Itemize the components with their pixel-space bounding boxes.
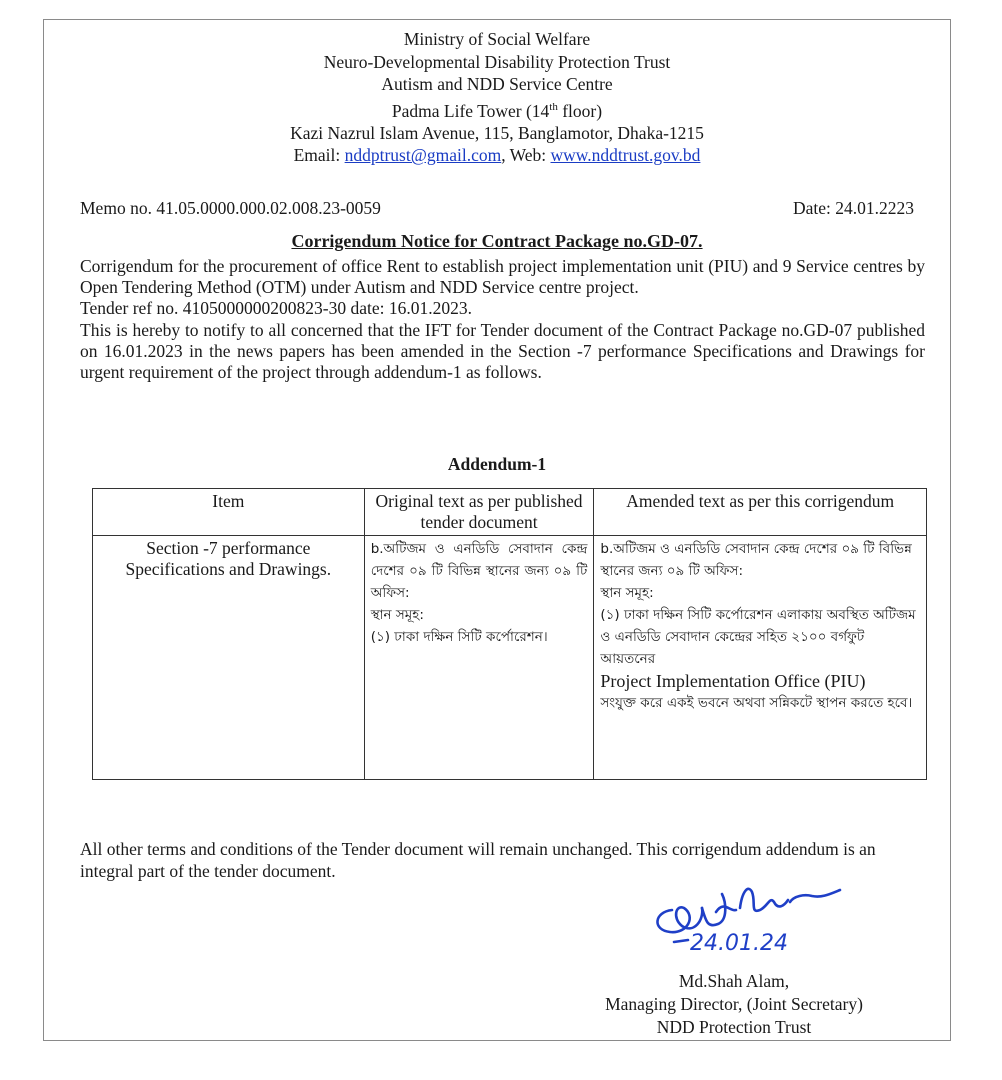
addendum-table: [92, 488, 927, 780]
signatory-block: [564, 970, 904, 1039]
cell-original: b.অটিজম ও এনডিডি সেবাদান কেন্দ্র দেশের ০৯ টি বিভিন্ন স্থানের জন্য ০৯ টি অফিস: স্থান সমূহ: (১) ঢাকা দক্ষিন সিটি কর্পোরেশন।: [364, 536, 594, 780]
header-item: Item: [93, 489, 365, 536]
header-original: Original text as per published tender document: [364, 489, 594, 536]
signature-date: 24.01.24: [690, 931, 788, 956]
signatory-name: Md.Shah Alam,: [678, 971, 790, 991]
document-page: [43, 19, 951, 1041]
cell-amended: b.অটিজম ও এনডিডি সেবাদান কেন্দ্র দেশের ০৯ টি বিভিন্ন স্থানের জন্য ০৯ টি অফিস: স্থান সমূহ: (১) ঢাকা দক্ষিন সিটি কর্পোরেশন এলাকায় অবস্থিত অটিজম ও এনডিডি সেবাদান কেন্দ্রের সহিত ২১০০ বর্গফুট আয়তনের Project Implementation Office (PIU) সংযুক্ত করে একই ভবনে অথবা সন্নিকটে স্থাপন করতে হবে।: [594, 536, 927, 780]
centre-name: Autism and NDD Service Centre: [381, 74, 613, 94]
memo-row: [80, 198, 914, 219]
body-paragraph: This is hereby to notify to all concerned that the IFT for Tender document of the Contract Package no.GD-07 published on 16.01.2023 in the news papers has been amended in the Section -7 performance Specifications and Drawings for urgent requirement of the project through addendum-1 as follows.: [80, 319, 925, 383]
signatory-organization: NDD Protection Trust: [656, 1017, 812, 1037]
email-link[interactable]: nddptrust@gmail.com: [344, 145, 502, 166]
memo-date: Date: 24.01.2223: [792, 198, 914, 218]
tender-reference: Tender ref no. 4105000000200823-30 date: 16.01.2023.: [80, 298, 472, 319]
trust-name: Neuro-Developmental Disability Protection Trust: [323, 51, 671, 72]
building-address: Padma Life Tower (14th floor): [391, 100, 603, 121]
table-row: [93, 536, 927, 780]
notice-body: [80, 256, 925, 383]
signatory-designation: Managing Director, (Joint Secretary): [605, 994, 863, 1014]
letterhead: [44, 28, 950, 167]
table-header-row: [93, 489, 927, 536]
closing-paragraph: All other terms and conditions of the Tender document will remain unchanged. This corrigendum addendum is an integral part of the tender document.: [80, 839, 876, 881]
memo-number: Memo no. 41.05.0000.000.02.008.23-0059: [80, 198, 381, 218]
cell-item: Section -7 performance Specifications and Drawings.: [93, 536, 365, 780]
notice-title: Corrigendum Notice for Contract Package no.GD-07.: [291, 231, 703, 251]
addendum-title: Addendum-1: [447, 454, 547, 474]
header-amended: Amended text as per this corrigendum: [594, 489, 927, 536]
handwritten-signature: [644, 872, 874, 972]
body-paragraph: Corrigendum for the procurement of office Rent to establish project implementation unit (PIU) and 9 Service centres by Open Tendering Method (OTM) under Autism and NDD Service centre project.: [80, 256, 925, 298]
contact-line: Email: nddptrust@gmail.com, Web: www.nddtrust.gov.bd: [293, 145, 701, 166]
ministry-name: Ministry of Social Welfare: [403, 29, 591, 49]
street-address: Kazi Nazrul Islam Avenue, 115, Banglamotor, Dhaka-1215: [290, 122, 704, 143]
website-link[interactable]: www.nddtrust.gov.bd: [550, 145, 701, 166]
